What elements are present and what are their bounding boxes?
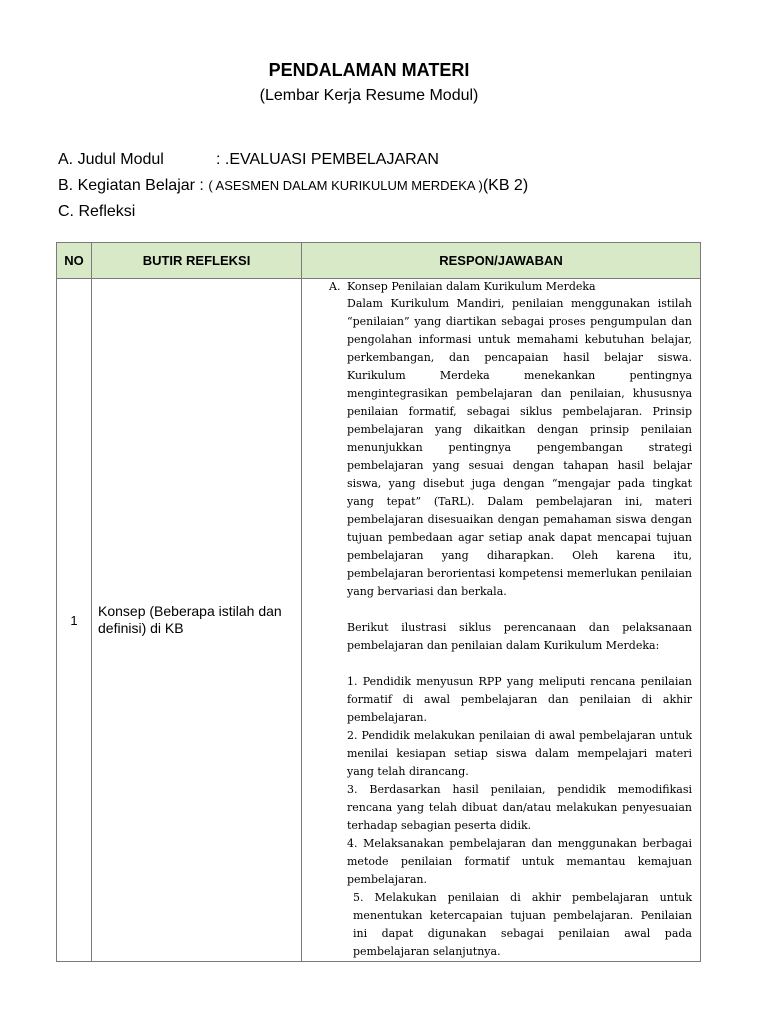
- respon-heading-text: Konsep Penilaian dalam Kurikulum Merdeka: [347, 280, 596, 293]
- kegiatan-belajar-row: [58, 177, 528, 195]
- butir-refleksi-cell: Konsep (Beberapa istilah dan definisi) di KB: [92, 279, 302, 962]
- header-butir-refleksi: BUTIR REFLEKSI: [92, 243, 302, 279]
- kegiatan-belajar-kb: (KB 2): [482, 177, 529, 194]
- row-number: 1: [57, 279, 92, 962]
- respon-content: [302, 279, 700, 961]
- kegiatan-belajar-label: B. Kegiatan Belajar :: [58, 177, 209, 194]
- respon-cell: [302, 279, 701, 962]
- refleksi-label: C. Refleksi: [58, 203, 136, 220]
- table-header-row: [57, 243, 701, 279]
- respon-heading-mark: A.: [329, 280, 341, 293]
- judul-modul-label: A. Judul Modul: [58, 151, 164, 168]
- page-title: PENDALAMAN MATERI: [268, 60, 470, 80]
- judul-modul-row: [58, 151, 439, 169]
- page-subtitle: (Lembar Kerja Resume Modul): [259, 87, 479, 104]
- kegiatan-belajar-value: ( ASESMEN DALAM KURIKULUM MERDEKA ): [208, 178, 483, 193]
- header-no: NO: [57, 243, 92, 279]
- respon-paragraph-1: Dalam Kurikulum Mandiri, penilaian menggunakan istilah “penilaian” yang diartikan sebagai proses pengumpulan dan pengolahan informasi untuk memahami kebutuhan belajar, perkembangan, dan pencapaian hasil belajar siswa. Kurikulum Merdeka menekankan pentingnya mengintegrasikan pembelajaran dan penilaian, khususnya penilaian formatif, sebagai siklus pembelajaran. Prinsip pembelajaran yang dikaitkan dengan prinsip penilaian menunjukkan pentingnya pengembangan strategi pembelajaran yang sesuai dengan tahapan hasil belajar siswa, yang disebut juga dengan “mengajar pada tingkat yang tepat” (TaRL). Dalam pembelajaran ini, materi pembelajaran disesuaikan dengan pemahaman siswa dengan tujuan pembedaan agar setiap anak dapat mencapai tujuan pembelajaran yang diharapkan. Oleh karena itu, pembelajaran berorientasi kompetensi memerlukan penilaian yang bervariasi dan berkala.: [347, 297, 692, 598]
- respon-paragraph-2: Berikut ilustrasi siklus perencanaan dan pelaksanaan pembelajaran dan penilaian dalam Kurikulum Merdeka:: [347, 621, 692, 652]
- respon-heading: [329, 279, 700, 295]
- respon-step-2: 2. Pendidik melakukan penilaian di awal pembelajaran untuk menilai kesiapan setiap siswa dalam mempelajari materi yang telah dirancang.: [347, 729, 692, 778]
- respon-step-5: 5. Melakukan penilaian di akhir pembelajaran untuk menentukan ketercapaian tujuan pembelajaran. Penilaian ini dapat digunakan sebagai penilaian awal pada pembelajaran selanjutnya.: [353, 891, 692, 958]
- refleksi-table: [56, 242, 701, 962]
- respon-step-4: 4. Melaksanakan pembelajaran dan menggunakan berbagai metode penilaian formatif untuk memantau kemajuan pembelajaran.: [347, 837, 692, 886]
- header-respon-jawaban: RESPON/JAWABAN: [302, 243, 701, 279]
- judul-modul-value: : .EVALUASI PEMBELAJARAN: [216, 151, 439, 168]
- respon-step-1: 1. Pendidik menyusun RPP yang meliputi rencana penilaian formatif di awal pembelajaran dan penilaian di akhir pembelajaran.: [347, 675, 692, 724]
- table-row: [57, 279, 701, 962]
- respon-step-3: 3. Berdasarkan hasil penilaian, pendidik memodifikasi rencana yang telah dibuat dan/atau melakukan penyesuaian terhadap sebagian peserta didik.: [347, 783, 692, 832]
